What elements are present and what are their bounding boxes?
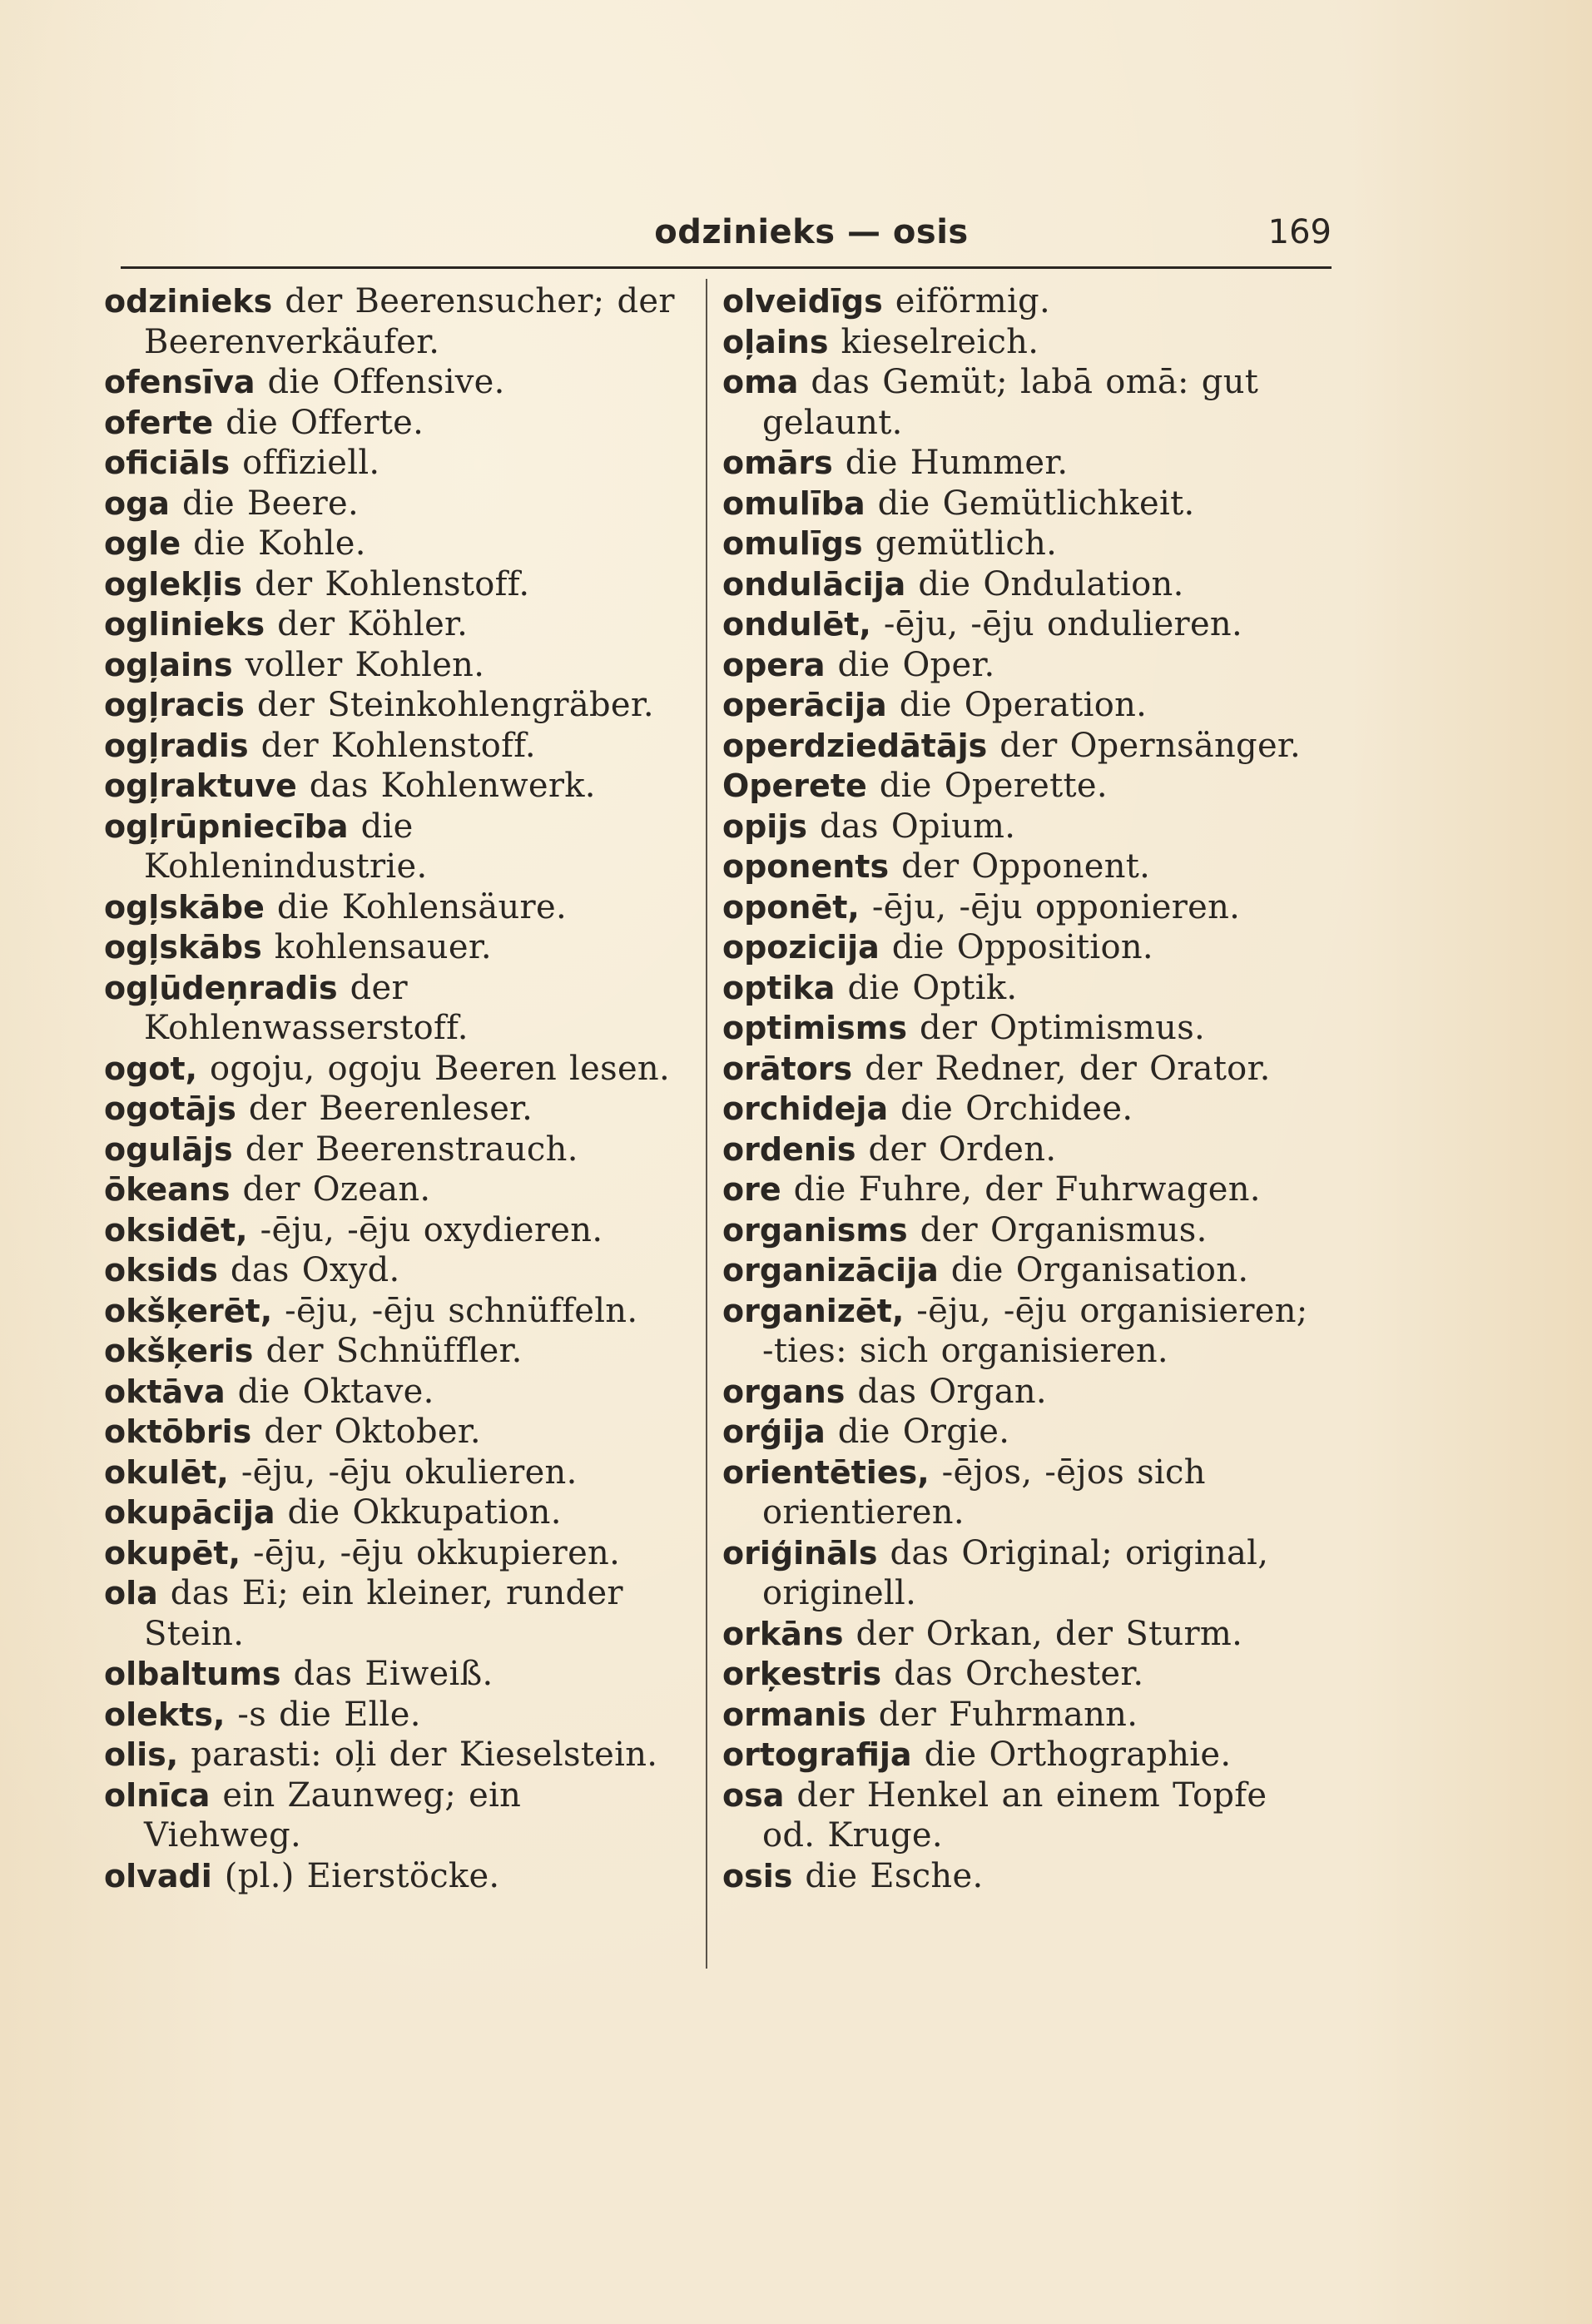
entry-headword: orkāns	[722, 1615, 844, 1652]
running-head: odzinieks — osis	[654, 213, 969, 251]
dictionary-entry	[104, 1775, 687, 1856]
entry-headword: ola	[104, 1575, 158, 1611]
entry-headword: ogļraktuve	[104, 767, 297, 804]
dictionary-entry	[722, 1614, 1322, 1655]
entry-headword: ogļrūpniecība	[104, 807, 349, 845]
entry-definition: das Oxyd.	[230, 1251, 400, 1289]
entry-definition: die Orchidee.	[900, 1090, 1133, 1128]
dictionary-entry	[104, 1856, 687, 1897]
entry-definition: das Original; original, originell.	[762, 1533, 1269, 1612]
entry-definition: -ēju, -ēju ondulieren.	[883, 605, 1243, 643]
page-number: 169	[1267, 213, 1332, 251]
entry-headword: olekts,	[104, 1696, 226, 1733]
entry-definition: -ēju, -ēju schnüffeln.	[285, 1291, 638, 1330]
dictionary-entry	[104, 604, 687, 645]
entry-definition: -ēju, -ēju oxydieren.	[260, 1210, 603, 1249]
entry-definition: der Beerensucher; der Beerenverkäufer.	[144, 282, 675, 361]
entry-definition: der Schnüffler.	[265, 1332, 523, 1370]
entry-definition: der Fuhrmann.	[878, 1695, 1138, 1734]
entry-headword: oficiāls	[104, 444, 231, 481]
entry-headword: opijs	[722, 807, 807, 845]
dictionary-entry	[722, 322, 1322, 363]
entry-definition: ein Zaunweg; ein Viehweg.	[144, 1775, 522, 1855]
dictionary-entry	[722, 1412, 1322, 1452]
entry-headword: organizēt,	[722, 1292, 905, 1329]
entry-definition: der Organismus.	[920, 1210, 1208, 1249]
dictionary-entry	[722, 1089, 1322, 1130]
entry-definition: -ējos, -ējos sich orientieren.	[762, 1452, 1206, 1532]
dictionary-entry	[104, 807, 687, 887]
dictionary-entry	[104, 1169, 687, 1210]
entry-headword: opera	[722, 646, 826, 683]
entry-definition: die Beere.	[181, 484, 359, 523]
entry-definition: die Optik.	[847, 968, 1018, 1007]
entry-definition: kohlensauer.	[274, 928, 492, 966]
entry-definition: der Orkan, der Sturm.	[856, 1614, 1243, 1653]
entry-headword: ogļracis	[104, 687, 245, 723]
entry-definition: parasti: oļi der Kieselstein.	[191, 1736, 658, 1774]
dictionary-entry	[722, 1372, 1322, 1413]
entry-headword: oļains	[722, 323, 829, 360]
entry-definition: die Oktave.	[237, 1372, 434, 1411]
entry-definition: die Operation.	[899, 686, 1148, 724]
entry-definition: die Operette.	[879, 767, 1108, 805]
entry-headword: oktōbris	[104, 1413, 252, 1450]
dictionary-entry	[722, 524, 1322, 564]
entry-headword: organizācija	[722, 1252, 939, 1289]
entry-definition: das Gemüt; labā omā: gut gelaunt.	[762, 363, 1259, 442]
dictionary-entry	[104, 1412, 687, 1452]
dictionary-entry	[104, 564, 687, 605]
entry-headword: ogotājs	[104, 1090, 236, 1127]
dictionary-entry	[104, 645, 687, 686]
dictionary-entry	[722, 847, 1322, 887]
dictionary-entry	[722, 685, 1322, 726]
entry-headword: oglekļis	[104, 565, 243, 603]
entry-definition: ogoju, ogoju Beeren lesen.	[210, 1049, 670, 1088]
entry-definition: (pl.) Eierstöcke.	[224, 1856, 500, 1895]
dictionary-entry	[722, 1654, 1322, 1695]
dictionary-entry	[722, 1169, 1322, 1210]
dictionary-entry	[104, 443, 687, 484]
entry-definition: offiziell.	[242, 444, 380, 482]
entry-definition: voller Kohlen.	[245, 645, 485, 684]
entry-headword: oponents	[722, 848, 890, 885]
dictionary-entry	[722, 645, 1322, 686]
entry-definition: -ēju, -ēju opponieren.	[871, 887, 1241, 926]
entry-definition: das Eiweiß.	[293, 1655, 493, 1693]
entry-headword: organs	[722, 1373, 846, 1410]
dictionary-entry	[722, 443, 1322, 484]
entry-headword: organisms	[722, 1211, 908, 1249]
entry-headword: ogļskābe	[104, 888, 265, 926]
dictionary-entry	[104, 1250, 687, 1291]
dictionary-entry	[104, 1695, 687, 1736]
entry-definition: der Opponent.	[901, 847, 1151, 886]
dictionary-entry	[104, 1533, 687, 1574]
entry-headword: okupēt,	[104, 1534, 241, 1572]
dictionary-entry	[104, 1049, 687, 1090]
entry-definition: der Beerenstrauch.	[245, 1130, 578, 1169]
entry-headword: orātors	[722, 1050, 853, 1087]
entry-headword: oksidēt,	[104, 1211, 248, 1249]
entry-headword: opozicija	[722, 929, 880, 966]
entry-headword: okulēt,	[104, 1453, 229, 1491]
entry-headword: ogļains	[104, 646, 233, 683]
entry-headword: ogot,	[104, 1050, 198, 1087]
entry-definition: gemütlich.	[875, 524, 1058, 563]
right-column	[722, 281, 1322, 1896]
left-column	[104, 281, 687, 1896]
dictionary-entry	[104, 1654, 687, 1695]
entry-definition: die Organisation.	[950, 1251, 1249, 1289]
entry-headword: Operete	[722, 767, 867, 804]
entry-definition: der Steinkohlengräber.	[256, 686, 654, 724]
entry-definition: die Ondulation.	[918, 564, 1184, 603]
entry-headword: ogulājs	[104, 1130, 233, 1168]
entry-headword: ogļradis	[104, 727, 249, 764]
dictionary-entry	[722, 484, 1322, 524]
entry-definition: die Offerte.	[226, 403, 424, 442]
entry-headword: ordenis	[722, 1130, 856, 1168]
entry-definition: die Gemütlichkeit.	[877, 484, 1195, 523]
entry-definition: der Henkel an einem Topfe od. Kruge.	[762, 1775, 1267, 1855]
entry-definition: der Kohlenwasserstoff.	[144, 968, 469, 1047]
entry-headword: ondulācija	[722, 565, 906, 603]
dictionary-entry	[104, 1573, 687, 1654]
entry-headword: odzinieks	[104, 283, 273, 320]
entry-headword: okšķeris	[104, 1333, 254, 1369]
dictionary-entry	[104, 484, 687, 524]
entry-headword: oferte	[104, 404, 214, 441]
entry-definition: das Organ.	[857, 1372, 1047, 1411]
dictionary-entry	[722, 1130, 1322, 1170]
entry-definition: die Esche.	[805, 1856, 984, 1895]
entry-headword: okšķerēt,	[104, 1292, 273, 1329]
entry-headword: orģija	[722, 1413, 826, 1450]
entry-headword: olbaltums	[104, 1656, 281, 1692]
dictionary-entry	[104, 766, 687, 807]
entry-headword: ondulēt,	[722, 606, 871, 643]
entry-definition: die Orgie.	[837, 1413, 1010, 1451]
dictionary-entry	[104, 1492, 687, 1533]
entry-headword: ogļūdeņradis	[104, 969, 338, 1006]
entry-definition: die Kohle.	[193, 524, 366, 563]
dictionary-entry	[104, 1735, 687, 1775]
entry-headword: olnīca	[104, 1776, 211, 1814]
dictionary-entry	[722, 807, 1322, 847]
entry-definition: der Köhler.	[277, 605, 469, 643]
entry-headword: olvadi	[104, 1857, 212, 1894]
dictionary-entry	[722, 726, 1322, 767]
dictionary-entry	[722, 1735, 1322, 1775]
entry-headword: ogļskābs	[104, 929, 262, 966]
entry-definition: das Opium.	[820, 807, 1016, 846]
dictionary-entry	[104, 968, 687, 1049]
dictionary-entry	[104, 1372, 687, 1413]
entry-definition: eiförmig.	[895, 282, 1050, 320]
entry-definition: der Beerenleser.	[248, 1090, 533, 1128]
dictionary-entry	[722, 1049, 1322, 1090]
dictionary-entry	[104, 1291, 687, 1332]
entry-headword: olveidīgs	[722, 283, 883, 320]
dictionary-entry	[722, 1452, 1322, 1533]
entry-definition: das Ei; ein kleiner, runder Stein.	[144, 1574, 623, 1653]
entry-headword: oga	[104, 484, 170, 522]
entry-headword: oriģināls	[722, 1534, 878, 1572]
entry-headword: ormanis	[722, 1696, 866, 1733]
dictionary-entry	[104, 1210, 687, 1251]
entry-definition: der Orden.	[868, 1130, 1057, 1169]
dictionary-entry	[104, 1089, 687, 1130]
entry-headword: ortografija	[722, 1736, 912, 1773]
dictionary-entry	[722, 766, 1322, 807]
dictionary-entry	[104, 403, 687, 444]
dictionary-entry	[722, 1856, 1322, 1897]
dictionary-entry	[722, 1533, 1322, 1614]
dictionary-entry	[722, 1250, 1322, 1291]
entry-headword: omārs	[722, 444, 833, 481]
entry-definition: der Kohlenstoff.	[260, 726, 536, 765]
dictionary-entry	[722, 968, 1322, 1009]
dictionary-entry	[104, 1452, 687, 1493]
dictionary-entry	[722, 362, 1322, 443]
entry-headword: oktāva	[104, 1373, 226, 1410]
dictionary-entry	[104, 524, 687, 564]
entry-headword: optimisms	[722, 1010, 907, 1046]
entry-headword: omulība	[722, 484, 865, 522]
entry-headword: ogle	[104, 525, 181, 562]
dictionary-entry	[722, 887, 1322, 928]
entry-definition: -ēju, -ēju organisieren; -ties: sich organisieren.	[762, 1291, 1308, 1370]
entry-headword: ofensīva	[104, 364, 255, 400]
dictionary-entry	[722, 927, 1322, 968]
column-divider	[706, 279, 707, 1969]
entry-definition: die Okkupation.	[287, 1493, 562, 1532]
entry-headword: oglinieks	[104, 606, 265, 643]
entry-definition: die Oper.	[837, 645, 995, 684]
dictionary-entry	[104, 887, 687, 928]
entry-headword: orķestris	[722, 1656, 882, 1692]
entry-headword: oponēt,	[722, 888, 860, 926]
entry-headword: omulīgs	[722, 525, 863, 562]
entry-headword: operācija	[722, 687, 887, 723]
dictionary-entry	[722, 1775, 1322, 1856]
dictionary-entry	[722, 1291, 1322, 1372]
entry-definition: der Redner, der Orator.	[865, 1049, 1271, 1088]
entry-headword: osis	[722, 1857, 793, 1894]
dictionary-entry	[104, 1331, 687, 1372]
dictionary-entry	[722, 1008, 1322, 1049]
dictionary-entry	[722, 604, 1322, 645]
entry-definition: -ēju, -ēju okulieren.	[241, 1452, 578, 1492]
dictionary-entry	[104, 1130, 687, 1170]
entry-headword: ōkeans	[104, 1171, 231, 1208]
entry-definition: der Optimismus.	[919, 1009, 1206, 1047]
entry-headword: oksids	[104, 1252, 218, 1289]
dictionary-entry	[104, 726, 687, 767]
entry-headword: olis,	[104, 1736, 179, 1773]
entry-definition: kieselreich.	[841, 322, 1039, 361]
entry-definition: die Offensive.	[267, 363, 505, 401]
dictionary-entry	[104, 927, 687, 968]
entry-headword: osa	[722, 1776, 785, 1814]
entry-definition: der Opernsänger.	[999, 726, 1301, 765]
entry-headword: orientēties,	[722, 1453, 930, 1491]
entry-headword: orchideja	[722, 1090, 889, 1127]
entry-headword: operdziedātājs	[722, 727, 988, 764]
dictionary-entry	[104, 362, 687, 403]
entry-headword: ore	[722, 1171, 781, 1208]
entry-definition: die Opposition.	[891, 928, 1153, 966]
entry-definition: der Oktober.	[264, 1413, 481, 1451]
dictionary-entry	[104, 281, 687, 362]
dictionary-entry	[722, 281, 1322, 322]
entry-definition: die Kohlenindustrie.	[144, 807, 428, 886]
entry-definition: das Kohlenwerk.	[309, 767, 596, 805]
entry-headword: okupācija	[104, 1494, 275, 1531]
entry-definition: das Orchester.	[894, 1655, 1144, 1693]
entry-definition: der Kohlenstoff.	[255, 564, 530, 603]
page-header	[121, 208, 1332, 269]
dictionary-entry	[722, 1695, 1322, 1736]
entry-definition: -s die Elle.	[237, 1695, 421, 1734]
dictionary-entry	[104, 685, 687, 726]
dictionary-entry	[722, 564, 1322, 605]
entry-definition: die Hummer.	[845, 444, 1069, 482]
entry-definition: -ēju, -ēju okkupieren.	[253, 1533, 621, 1572]
entry-definition: die Orthographie.	[924, 1736, 1232, 1774]
entry-definition: die Kohlensäure.	[276, 887, 567, 926]
dictionary-entry	[722, 1210, 1322, 1251]
entry-definition: die Fuhre, der Fuhrwagen.	[793, 1170, 1261, 1209]
entry-headword: optika	[722, 969, 836, 1006]
entry-definition: der Ozean.	[242, 1170, 431, 1209]
entry-headword: oma	[722, 364, 799, 400]
